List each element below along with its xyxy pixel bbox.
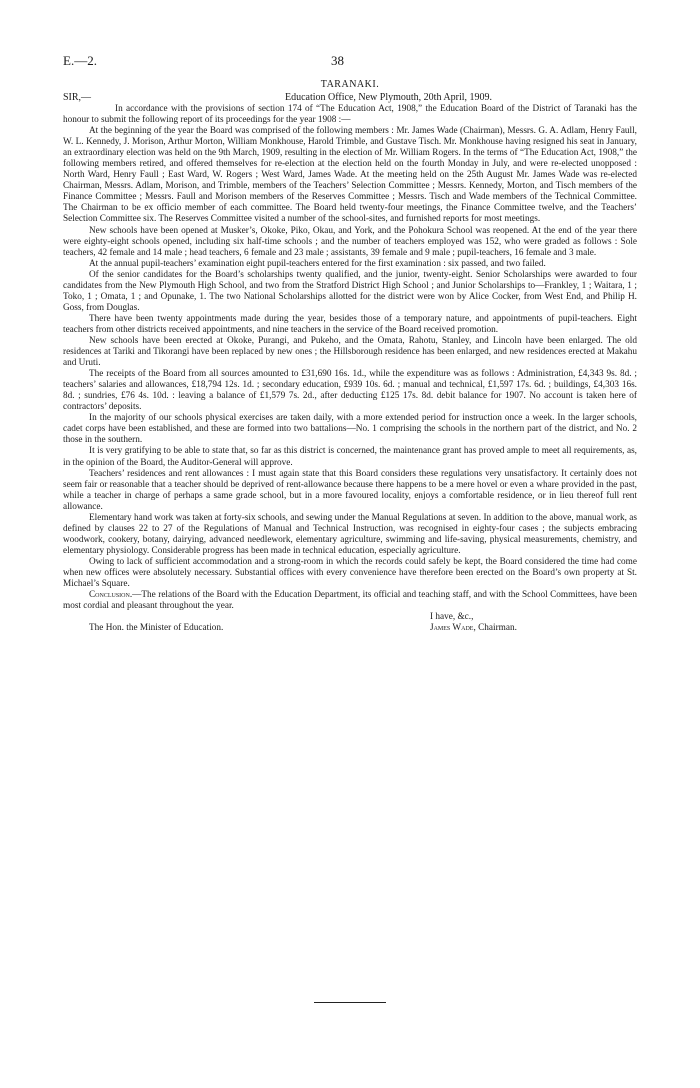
salutation-line (63, 92, 637, 104)
paragraph-offices: Owing to lack of sufficient accommodation and a strong-room in which the records could safely be kept, the Board considered the time had come when new offices were absolutely necessary. Substantial offices with every convenience have therefore been erected on the Board’s own property at St. Michael’s Square. (63, 556, 637, 590)
signatory-title: , Chairman. (473, 623, 517, 634)
paragraph-scholarships: Of the senior candidates for the Board’s scholarships twenty qualified, and the junior, twenty-eight. Senior Scholarships were awarded to four candidates from the New Plymouth High School, and two from the Stratford District High School ; and Junior Scholarships to—Frankley, 1 ; Waitara, 1 ; Toko, 1 ; Omata, 1 ; and Opunake, 1. The two National Scholarships allotted for the district were won by Alice Cocker, from West End, and Philip H. Goss, from Douglas. (63, 269, 637, 313)
conclusion-text: —The relations of the Board with the Education Department, its official and teaching staff, and with the School Committees, have been most cordial and pleasant throughout the year. (63, 590, 637, 612)
address-date: Education Office, New Plymouth, 20th April, 1909. (285, 92, 493, 103)
signatory-name: James Wade (430, 623, 474, 634)
paragraph-conclusion (63, 590, 637, 612)
conclusion-label: Conclusion. (89, 590, 133, 601)
closing-courtesy-line (63, 612, 637, 623)
paragraph-board-members: At the beginning of the year the Board was comprised of the following members : Mr. James Wade (Chairman), Messrs. G. A. Adlam, Henry Faull, W. L. Kennedy, J. Morison, Arthur Morton, William Monkhouse, Harold Trimble, and Gustave Tisch. Mr. Monkhouse having resigned his seat in January, an extraordinary election was held on the 9th March, 1909, resulting in the election of Mr. William Rogers. In the terms of “The Education Act, 1908,” the following members retired, and offered themselves for re-election at the election held on the fourth Monday in July, and were re-elected unopposed : North Ward, Henry Faull ; East Ward, W. Rogers ; West Ward, James Wade. At the meeting held on the 25th August Mr. James Wade was re-elected Chairman, Messrs. Adlam, Morison, and Trimble, members of the Teachers’ Selection Committee ; Messrs. Kennedy, Morton, and Tisch members of the Finance Committee ; Messrs. Faull and Morison members of the Reserves Committee ; Messrs. Tisch and Wade members of the Technical Committee. The Chairman to be ex officio member of each committee. The Board held twenty-four meetings, the Finance Committee twelve, and the Teachers’ Selection Committee six. The Reserves Committee visited a number of the school-sites, and furnished reports for most meetings. (63, 126, 637, 225)
paragraph-pupil-teachers: At the annual pupil-teachers’ examination eight pupil-teachers entered for the first examination : six passed, and two failed. (89, 258, 546, 269)
closing-signature-line (63, 623, 637, 634)
paragraph-new-schools: New schools have been opened at Musker’s, Okoke, Piko, Okau, and York, and the Pohokura School was reopened. At the end of the year there were eighty-eight schools opened, including six half-time schools ; and the number of teachers employed was 152, who were graded as follows : Sole teachers, 42 female and 14 male ; head teachers, 6 female and 23 male ; assistants, 39 female and 9 male ; pupil-teachers, 16 female and 3 male. (63, 225, 637, 258)
page-number: 38 (331, 53, 344, 68)
signature (430, 623, 517, 633)
paragraph-intro: In accordance with the provisions of section 174 of “The Education Act, 1908,” the Education Board of the District of Taranaki has the honour to submit the following report of its proceedings for the year 1908 :— (63, 104, 637, 126)
end-rule (314, 1002, 386, 1003)
paragraph-residences: Teachers’ residences and rent allowances : I must again state that this Board considers these regulations very unsatisfactory. It certainly does not seem fair or reasonable that a teacher should be deprived of rent-allowance because there happens to be a mere hovel or even a whare provided in the past, while a teacher in charge of perhaps a same grade school, but in a more favoured locality, enjoys a comfortable residence, or in lieu thereof full rent allowance. (63, 468, 637, 512)
paragraph-manual-work: Elementary hand work was taken at forty-six schools, and sewing under the Manual Regulations at seven. In addition to the above, manual work, as defined by clauses 22 to 27 of the Regulations of Manual and Technical Instruction, was recognised in eighty-four cases ; the subjects embracing woodwork, cookery, botany, dairying, advanced needlework, elementary agriculture, swimming and life-saving, physical measurements, chemistry, and elementary physiology. Considerable progress has been made in technical education, especially agriculture. (63, 512, 637, 556)
closing-courtesy: I have, &c., (430, 612, 474, 623)
salutation: SIR,— (63, 92, 92, 103)
document-page (63, 53, 637, 634)
paragraph-physical-exercises: In the majority of our schools physical exercises are taken daily, with a more extended period for instruction once a week. In the larger schools, cadet corps have been established, and these are formed into two battalions—No. 1 comprising the schools in the northern part of the district, and No. 2 those in the southern. (63, 413, 637, 446)
section-title: TARANAKI. (320, 79, 380, 90)
paragraph-maintenance-grant: It is very gratifying to be able to state that, so far as this district is concerned, the maintenance grant has proved ample to meet all requirements, as, in the opinion of the Board, the Auditor-General will approve. (63, 446, 637, 468)
paragraph-finances: The receipts of the Board from all sources amounted to £31,690 16s. 1d., while the expenditure was as follows : Administration, £4,343 9s. 8d. ; teachers’ salaries and allowances, £18,794 12s. 1d. ; secondary education, £939 10s. 6d. ; manual and technical, £1,597 17s. 6d. ; buildings, £4,303 16s. 8d. ; sundries, £76 4s. 10d. : leaving a balance of £1,579 7s. 2d., after deducting £125 17s. 8d. debit balance for 1907. No account is taken here of contractors’ deposits. (63, 369, 637, 413)
addressee: The Hon. the Minister of Education. (89, 623, 224, 634)
running-header (63, 53, 637, 75)
paragraph-appointments: There have been twenty appointments made during the year, besides those of a temporary nature, and appointments of pupil-teachers. Eight teachers from other districts received appointments, and nine teachers in the service of the Board received promotion. (63, 313, 637, 335)
report-reference: E.—2. (63, 53, 97, 68)
paragraph-buildings: New schools have been erected at Okoke, Purangi, and Pukeho, and the Omata, Rahotu, Stanley, and Lincoln have been enlarged. The old residences at Tariki and Tikorangi have been replaced by new ones ; the Hillsborough residence has been enlarged, and new residences erected at Makahu and Uruti. (63, 335, 637, 369)
report-body (63, 104, 637, 612)
